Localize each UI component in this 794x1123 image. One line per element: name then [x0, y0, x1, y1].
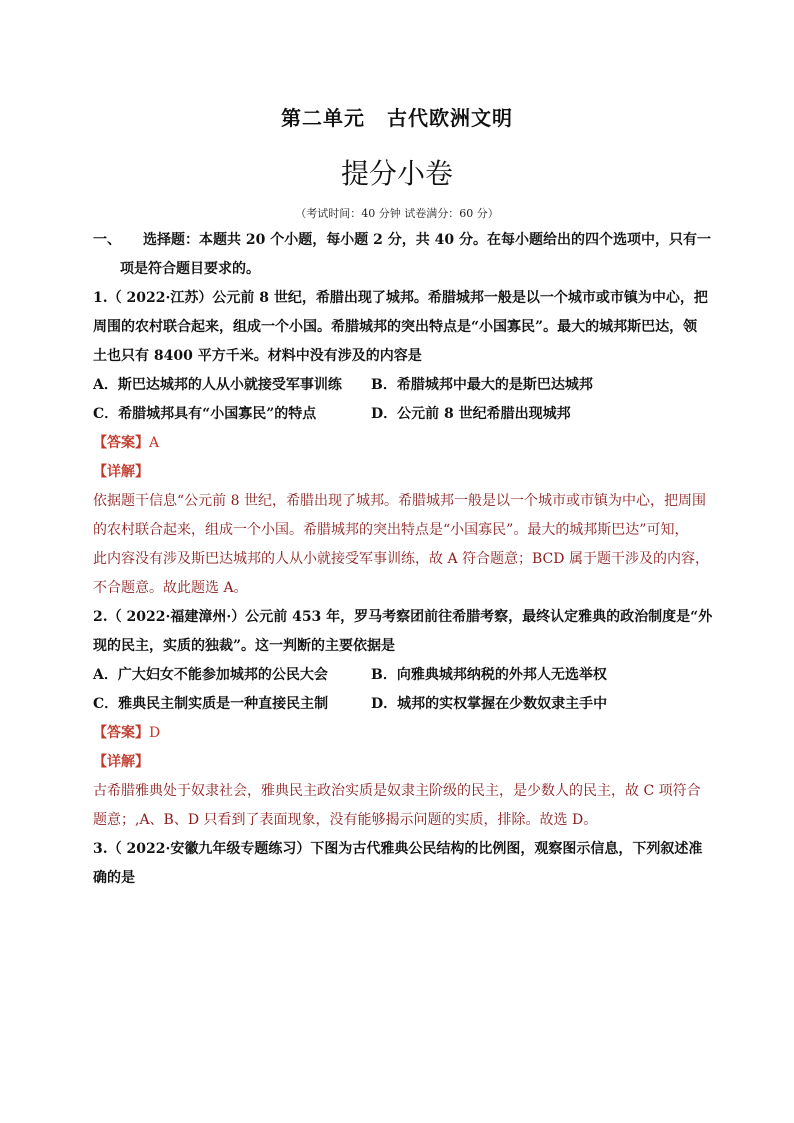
- explanation-line: 不合题意。故此题选 A。: [93, 580, 248, 596]
- option-b: B．向雅典城邦纳税的外邦人无选举权: [371, 667, 607, 683]
- section-heading: [93, 226, 713, 255]
- question-2: [93, 603, 713, 835]
- question-stem-line: 3.（ 2022·安徽九年级专题练习）下图为古代雅典公民结构的比例图，观察图示信息，下列叙述准: [93, 841, 703, 857]
- options-row: [93, 690, 713, 719]
- explanation-line: 题意；,A、B、D 只看到了表面现象，没有能够揭示问题的实质，排除。故选 D。: [93, 812, 598, 828]
- option-b: B．希腊城邦中最大的是斯巴达城邦: [371, 377, 593, 393]
- question-stem-line: 周围的农村联合起来，组成一个小国。希腊城邦的突出特点是“小国寡民”。最大的城邦斯巴达，领: [93, 319, 698, 335]
- option-c: C．雅典民主制实质是一种直接民主制: [93, 696, 329, 712]
- detail-label: 【详解】: [93, 754, 149, 770]
- question-stem-line: 2.（ 2022·福建漳州·）公元前 453 年，罗马考察团前往希腊考察，最终认定雅典的政治制度是“外: [93, 609, 713, 625]
- detail-label: 【详解】: [93, 464, 149, 480]
- options-row: [93, 400, 713, 429]
- answer-line: [93, 429, 713, 458]
- question-3: [93, 835, 713, 893]
- question-stem-line: 确的是: [93, 870, 135, 886]
- question-stem-line: 现的民主，实质的独裁”。这一判断的主要依据是: [93, 638, 396, 654]
- page-title: 提分小卷: [340, 157, 453, 190]
- question-1: [93, 284, 713, 603]
- option-c: C．希腊城邦具有“小国寡民”的特点: [93, 406, 317, 422]
- explanation-line: 古希腊雅典处于奴隶社会，雅典民主政治实质是奴隶主阶级的民主，是少数人的民主，故 C 项符合: [93, 783, 701, 799]
- exam-info: （考试时间：40 分钟 试卷满分：60 分）: [295, 207, 499, 220]
- answer-label: 【答案】: [93, 725, 149, 741]
- answer-label: 【答案】: [93, 435, 149, 451]
- section-instruction-line: 选择题：本题共 20 个小题，每小题 2 分，共 40 分。在每小题给出的四个选项中，只有一: [143, 232, 711, 248]
- question-stem-line: 1.（ 2022·江苏）公元前 8 世纪，希腊出现了城邦。希腊城邦一般是以一个城市或市镇为中心，把: [93, 290, 708, 306]
- answer-line: [93, 719, 713, 748]
- unit-title-name: 古代欧洲文明: [387, 106, 513, 130]
- option-a: A．广大妇女不能参加城邦的公民大会: [93, 667, 328, 683]
- answer-value: D: [149, 725, 161, 741]
- unit-title: [0, 102, 794, 131]
- section-number: 一、: [93, 232, 121, 248]
- exam-content: [93, 226, 713, 893]
- option-a: A．斯巴达城邦的人从小就接受军事训练: [93, 377, 342, 393]
- answer-value: A: [149, 435, 160, 451]
- section-instruction-line: 项是符合题目要求的。: [120, 261, 260, 277]
- options-row: [93, 371, 713, 400]
- options-row: [93, 661, 713, 690]
- explanation-line: 此内容没有涉及斯巴达城邦的人从小就接受军事训练，故 A 符合题意；BCD 属于题干涉及的内容，: [93, 551, 709, 567]
- unit-title-number: 第二单元: [281, 106, 365, 130]
- option-d: D．公元前 8 世纪希腊出现城邦: [371, 406, 571, 422]
- question-stem-line: 土也只有 8400 平方千米。材料中没有涉及的内容是: [93, 348, 422, 364]
- explanation-line: 依据题干信息“公元前 8 世纪，希腊出现了城邦。希腊城邦一般是以一个城市或市镇为中心，把周围: [93, 493, 706, 509]
- explanation-line: 的农村联合起来，组成一个小国。希腊城邦的突出特点是“小国寡民”。最大的城邦斯巴达”可知，: [93, 522, 689, 538]
- option-d: D．城邦的实权掌握在少数奴隶主手中: [371, 696, 608, 712]
